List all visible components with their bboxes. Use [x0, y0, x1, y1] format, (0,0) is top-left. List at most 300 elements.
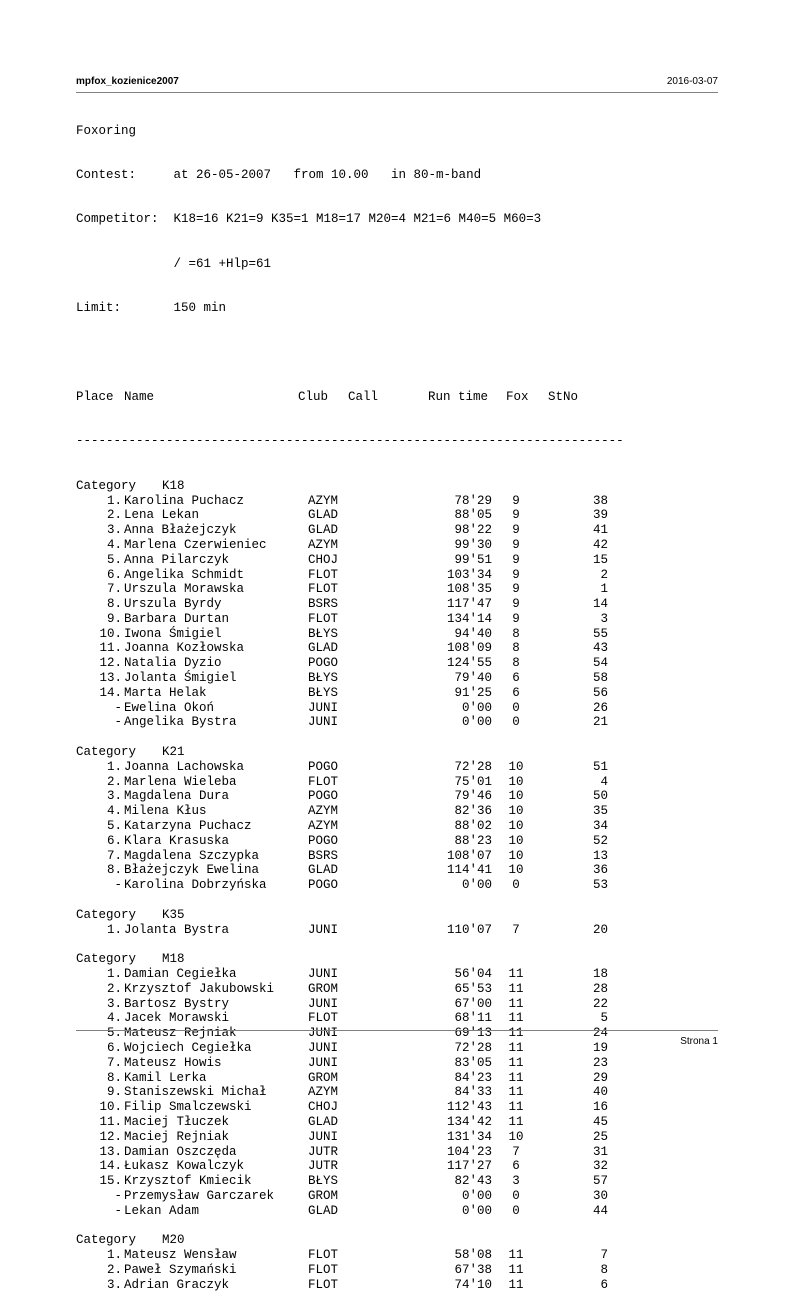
- category-code: K18: [162, 478, 185, 493]
- run-time: 117'47: [446, 597, 492, 612]
- run-time: 91'25: [454, 685, 492, 700]
- club-code: GLAD: [308, 508, 339, 523]
- run-time: 0'00: [461, 700, 492, 715]
- result-place: 11.: [99, 1114, 122, 1129]
- club-code: FLOT: [308, 567, 339, 582]
- col-name: Name: [124, 389, 155, 404]
- run-time: 67'00: [454, 996, 492, 1011]
- competitor-name: Mateusz Wensław: [124, 1248, 237, 1263]
- run-time: 108'07: [446, 848, 492, 863]
- header-rule: [76, 92, 718, 93]
- start-number: 52: [592, 833, 608, 848]
- result-place: 13.: [99, 671, 122, 686]
- start-number: 28: [592, 981, 608, 996]
- start-number: 21: [592, 715, 608, 730]
- result-row: [76, 775, 718, 790]
- run-time: 134'14: [446, 611, 492, 626]
- fox-count: 9: [512, 597, 520, 612]
- result-place: 2.: [106, 1262, 122, 1277]
- club-code: POGO: [308, 878, 339, 893]
- result-row: [76, 686, 718, 701]
- category-code: K35: [162, 907, 185, 922]
- club-code: POGO: [308, 759, 339, 774]
- club-code: JUNI: [308, 967, 339, 982]
- run-time: 104'23: [446, 1144, 492, 1159]
- result-place: 3.: [106, 1277, 122, 1292]
- start-number: 50: [592, 789, 608, 804]
- result-place: -: [114, 700, 122, 715]
- col-fox: Fox: [506, 389, 529, 404]
- results-document: [76, 94, 718, 1307]
- competitor-name: Karolina Dobrzyńska: [124, 878, 267, 893]
- result-place: 3.: [106, 996, 122, 1011]
- result-row: [76, 582, 718, 597]
- run-time: 83'05: [454, 1055, 492, 1070]
- competitor-name: Anna Pilarczyk: [124, 552, 230, 567]
- start-number: 7: [600, 1248, 608, 1263]
- club-code: FLOT: [308, 1262, 339, 1277]
- start-number: 54: [592, 656, 608, 671]
- club-code: FLOT: [308, 774, 339, 789]
- result-place: 5.: [106, 552, 122, 567]
- result-row: [76, 641, 718, 656]
- result-row: [76, 538, 718, 553]
- intro-title: Foxoring: [76, 123, 137, 138]
- start-number: 34: [592, 819, 608, 834]
- result-row: [76, 849, 718, 864]
- result-row: [76, 819, 718, 834]
- start-number: 6: [600, 1277, 608, 1292]
- competitor-name: Jacek Morawski: [124, 1011, 230, 1026]
- result-place: 13.: [99, 1144, 122, 1159]
- competitor-name: Barbara Durtan: [124, 611, 230, 626]
- fox-count: 8: [512, 626, 520, 641]
- start-number: 57: [592, 1174, 608, 1189]
- fox-count: 9: [512, 582, 520, 597]
- fox-count: 0: [512, 700, 520, 715]
- start-number: 23: [592, 1055, 608, 1070]
- start-number: 16: [592, 1100, 608, 1115]
- run-time: 98'22: [454, 523, 492, 538]
- competitor-name: Jolanta Bystra: [124, 922, 230, 937]
- fox-count: 7: [512, 1144, 520, 1159]
- fox-count: 0: [512, 1203, 520, 1218]
- result-row: [76, 1071, 718, 1086]
- result-row: [76, 656, 718, 671]
- run-time: 58'08: [454, 1248, 492, 1263]
- start-number: 5: [600, 1011, 608, 1026]
- start-number: 45: [592, 1114, 608, 1129]
- fox-count: 9: [512, 611, 520, 626]
- fox-count: 11: [508, 1085, 524, 1100]
- fox-count: 9: [512, 493, 520, 508]
- start-number: 15: [592, 552, 608, 567]
- club-code: BSRS: [308, 848, 339, 863]
- result-place: 12.: [99, 656, 122, 671]
- competitor-name: Lena Lekan: [124, 508, 200, 523]
- competitor-name: Paweł Szymański: [124, 1262, 237, 1277]
- run-time: 82'36: [454, 804, 492, 819]
- category-heading: Category M18: [76, 952, 185, 967]
- result-row: [76, 760, 718, 775]
- start-number: 24: [592, 1026, 608, 1041]
- competitor-name: Maciej Rejniak: [124, 1129, 230, 1144]
- club-code: AZYM: [308, 804, 339, 819]
- start-number: 13: [592, 848, 608, 863]
- result-row: [76, 701, 718, 716]
- result-row: [76, 1011, 718, 1026]
- fox-count: 11: [508, 1248, 524, 1263]
- start-number: 1: [600, 582, 608, 597]
- fox-count: 11: [508, 1055, 524, 1070]
- fox-count: 11: [508, 1262, 524, 1277]
- result-row: [76, 568, 718, 583]
- competitor-name: Klara Krasuska: [124, 833, 230, 848]
- run-time: 56'04: [454, 967, 492, 982]
- club-code: AZYM: [308, 819, 339, 834]
- start-number: 58: [592, 671, 608, 686]
- start-number: 39: [592, 508, 608, 523]
- start-number: 4: [600, 774, 608, 789]
- result-place: 1.: [106, 1248, 122, 1263]
- club-code: FLOT: [308, 1277, 339, 1292]
- fox-count: 8: [512, 641, 520, 656]
- start-number: 14: [592, 597, 608, 612]
- competitor-name: Anna Błażejczyk: [124, 523, 237, 538]
- club-code: JUTR: [308, 1144, 339, 1159]
- club-code: FLOT: [308, 582, 339, 597]
- start-number: 44: [592, 1203, 608, 1218]
- fox-count: 11: [508, 1026, 524, 1041]
- start-number: 3: [600, 611, 608, 626]
- competitor-name: Bartosz Bystry: [124, 996, 230, 1011]
- competitor-name: Iwona Śmigiel: [124, 626, 222, 641]
- page-header: [76, 76, 718, 90]
- club-code: JUNI: [308, 715, 339, 730]
- run-time: 131'34: [446, 1129, 492, 1144]
- result-row: [76, 508, 718, 523]
- club-code: JUNI: [308, 1129, 339, 1144]
- club-code: JUNI: [308, 1026, 339, 1041]
- fox-count: 10: [508, 789, 524, 804]
- print-date: 2016-03-07: [666, 76, 718, 87]
- fox-count: 11: [508, 967, 524, 982]
- competitor-name: Urszula Morawska: [124, 582, 245, 597]
- fox-count: 11: [508, 1011, 524, 1026]
- result-row: [76, 1115, 718, 1130]
- fox-count: 10: [508, 848, 524, 863]
- fox-count: 11: [508, 1100, 524, 1115]
- competitor-name: Maciej Tłuczek: [124, 1114, 230, 1129]
- result-place: 2.: [106, 774, 122, 789]
- intro-competitors-total: / =61 +Hlp=61: [76, 256, 272, 271]
- competitor-name: Milena Kłus: [124, 804, 207, 819]
- result-place: 7.: [106, 848, 122, 863]
- club-code: GLAD: [308, 641, 339, 656]
- club-code: JUTR: [308, 1159, 339, 1174]
- results-list: [76, 479, 718, 1293]
- club-code: BSRS: [308, 597, 339, 612]
- result-place: 1.: [106, 493, 122, 508]
- run-time: 68'11: [454, 1011, 492, 1026]
- result-row: [76, 627, 718, 642]
- club-code: FLOT: [308, 1248, 339, 1263]
- club-code: AZYM: [308, 1085, 339, 1100]
- club-code: POGO: [308, 656, 339, 671]
- fox-count: 10: [508, 804, 524, 819]
- fox-count: 7: [512, 922, 520, 937]
- fox-count: 10: [508, 819, 524, 834]
- competitor-name: Marta Helak: [124, 685, 207, 700]
- fox-count: 6: [512, 1159, 520, 1174]
- start-number: 55: [592, 626, 608, 641]
- fox-count: 11: [508, 1114, 524, 1129]
- fox-count: 11: [508, 1277, 524, 1292]
- start-number: 29: [592, 1070, 608, 1085]
- competitor-name: Lekan Adam: [124, 1203, 200, 1218]
- start-number: 32: [592, 1159, 608, 1174]
- category-heading: Category K18: [76, 478, 185, 493]
- category-heading: Category K35: [76, 907, 185, 922]
- run-time: 108'35: [446, 582, 492, 597]
- result-row: [76, 804, 718, 819]
- result-row: [76, 1056, 718, 1071]
- fox-count: 9: [512, 537, 520, 552]
- fox-count: 9: [512, 508, 520, 523]
- club-code: GLAD: [308, 863, 339, 878]
- header-separator: -------------------------------------------------------------------------: [76, 434, 624, 449]
- club-code: CHOJ: [308, 1100, 339, 1115]
- result-row: [76, 612, 718, 627]
- competitor-name: Ewelina Okoń: [124, 700, 215, 715]
- competitor-name: Karolina Puchacz: [124, 493, 245, 508]
- result-row: [76, 715, 718, 730]
- competitor-name: Przemysław Garczarek: [124, 1188, 275, 1203]
- fox-count: 10: [508, 774, 524, 789]
- category-code: K21: [162, 745, 185, 760]
- fox-count: 0: [512, 715, 520, 730]
- col-place: Place: [76, 389, 114, 404]
- start-number: 18: [592, 967, 608, 982]
- fox-count: 6: [512, 685, 520, 700]
- result-place: 5.: [106, 1026, 122, 1041]
- start-number: 43: [592, 641, 608, 656]
- run-time: 84'33: [454, 1085, 492, 1100]
- start-number: 22: [592, 996, 608, 1011]
- result-place: 8.: [106, 597, 122, 612]
- competitor-name: Natalia Dyzio: [124, 656, 222, 671]
- result-place: 4.: [106, 804, 122, 819]
- result-row: [76, 1085, 718, 1100]
- run-time: 99'30: [454, 537, 492, 552]
- result-place: 7.: [106, 582, 122, 597]
- run-time: 0'00: [461, 878, 492, 893]
- fox-count: 11: [508, 1070, 524, 1085]
- result-row: [76, 863, 718, 878]
- start-number: 19: [592, 1041, 608, 1055]
- result-place: 15.: [99, 1174, 122, 1189]
- run-time: 88'02: [454, 819, 492, 834]
- result-row: [76, 878, 718, 893]
- start-number: 38: [592, 493, 608, 508]
- run-time: 0'00: [461, 1203, 492, 1218]
- fox-count: 10: [508, 833, 524, 848]
- club-code: BŁYS: [308, 671, 339, 686]
- club-code: FLOT: [308, 1011, 339, 1026]
- competitor-name: Jolanta Śmigiel: [124, 671, 237, 686]
- result-place: 4.: [106, 537, 122, 552]
- result-place: 10.: [99, 626, 122, 641]
- start-number: 30: [592, 1188, 608, 1203]
- result-place: 1.: [106, 967, 122, 982]
- fox-count: 3: [512, 1174, 520, 1189]
- fox-count: 9: [512, 567, 520, 582]
- result-row: [76, 597, 718, 612]
- club-code: BŁYS: [308, 626, 339, 641]
- result-place: 3.: [106, 523, 122, 538]
- result-row: [76, 982, 718, 997]
- result-row: [76, 1174, 718, 1189]
- club-code: CHOJ: [308, 552, 339, 567]
- result-place: -: [114, 715, 122, 730]
- competitor-name: Magdalena Szczypka: [124, 848, 260, 863]
- fox-count: 9: [512, 523, 520, 538]
- category-code: M18: [162, 952, 185, 967]
- competitor-name: Wojciech Cegiełka: [124, 1041, 252, 1055]
- fox-count: 0: [512, 1188, 520, 1203]
- col-call: Call: [348, 389, 379, 404]
- result-place: 2.: [106, 981, 122, 996]
- club-code: AZYM: [308, 493, 339, 508]
- run-time: 99'51: [454, 552, 492, 567]
- run-time: 67'38: [454, 1262, 492, 1277]
- start-number: 2: [600, 567, 608, 582]
- competitor-name: Angelika Bystra: [124, 715, 237, 730]
- result-row: [76, 1100, 718, 1115]
- run-time: 0'00: [461, 1188, 492, 1203]
- club-code: FLOT: [308, 611, 339, 626]
- result-row: [76, 923, 718, 938]
- competitor-name: Joanna Lachowska: [124, 759, 245, 774]
- column-headers: [76, 390, 718, 405]
- start-number: 41: [592, 523, 608, 538]
- start-number: 35: [592, 804, 608, 819]
- document-filename: mpfox_kozienice2007: [76, 76, 179, 87]
- result-row: [76, 789, 718, 804]
- col-runtime: Run time: [428, 389, 489, 404]
- run-time: 84'23: [454, 1070, 492, 1085]
- competitor-name: Krzysztof Jakubowski: [124, 981, 275, 996]
- result-place: 6.: [106, 1041, 122, 1055]
- run-time: 65'53: [454, 981, 492, 996]
- result-place: 4.: [106, 1011, 122, 1026]
- result-row: [76, 553, 718, 568]
- result-place: -: [114, 878, 122, 893]
- competitor-name: Błażejczyk Ewelina: [124, 863, 260, 878]
- start-number: 51: [592, 759, 608, 774]
- intro-limit: Limit: 150 min: [76, 301, 227, 316]
- run-time: 78'29: [454, 493, 492, 508]
- start-number: 40: [592, 1085, 608, 1100]
- competitor-name: Łukasz Kowalczyk: [124, 1159, 245, 1174]
- result-place: 5.: [106, 819, 122, 834]
- result-place: 3.: [106, 789, 122, 804]
- result-place: 6.: [106, 567, 122, 582]
- result-row: [76, 967, 718, 982]
- result-place: 14.: [99, 1159, 122, 1174]
- start-number: 53: [592, 878, 608, 893]
- result-place: 11.: [99, 641, 122, 656]
- start-number: 42: [592, 537, 608, 552]
- run-time: 112'43: [446, 1100, 492, 1115]
- competitor-name: Marlena Wieleba: [124, 774, 237, 789]
- result-place: 10.: [99, 1100, 122, 1115]
- fox-count: 11: [508, 1041, 524, 1055]
- competitor-name: Magdalena Dura: [124, 789, 230, 804]
- fox-count: 11: [508, 996, 524, 1011]
- fox-count: 9: [512, 552, 520, 567]
- competitor-name: Angelika Schmidt: [124, 567, 245, 582]
- fox-count: 6: [512, 671, 520, 686]
- result-place: 7.: [106, 1055, 122, 1070]
- competitor-name: Mateusz Howis: [124, 1055, 222, 1070]
- result-row: [76, 1189, 718, 1204]
- start-number: 56: [592, 685, 608, 700]
- competitor-name: Damian Oszczęda: [124, 1144, 237, 1159]
- run-time: 0'00: [461, 715, 492, 730]
- footer-rule: [76, 1030, 718, 1031]
- run-time: 88'23: [454, 833, 492, 848]
- result-place: 1.: [106, 759, 122, 774]
- intro-contest: Contest: at 26-05-2007 from 10.00 in 80-m-band: [76, 167, 482, 182]
- club-code: GLAD: [308, 1203, 339, 1218]
- result-row: [76, 523, 718, 538]
- category-heading: Category K21: [76, 745, 185, 760]
- club-code: POGO: [308, 833, 339, 848]
- run-time: 134'42: [446, 1114, 492, 1129]
- competitor-name: Damian Cegiełka: [124, 967, 237, 982]
- competitor-name: Joanna Kozłowska: [124, 641, 245, 656]
- page-number: Strona 1: [680, 1036, 718, 1047]
- result-place: -: [114, 1188, 122, 1203]
- fox-count: 10: [508, 759, 524, 774]
- club-code: BŁYS: [308, 685, 339, 700]
- run-time: 69'13: [454, 1026, 492, 1041]
- result-row: [76, 1278, 718, 1293]
- result-place: 8.: [106, 863, 122, 878]
- club-code: JUNI: [308, 922, 339, 937]
- competitor-name: Marlena Czerwieniec: [124, 537, 267, 552]
- run-time: 75'01: [454, 774, 492, 789]
- run-time: 117'27: [446, 1159, 492, 1174]
- club-code: BŁYS: [308, 1174, 339, 1189]
- run-time: 72'28: [454, 1041, 492, 1055]
- result-place: 6.: [106, 833, 122, 848]
- result-row: [76, 1159, 718, 1174]
- start-number: 36: [592, 863, 608, 878]
- col-club: Club: [298, 389, 329, 404]
- club-code: GLAD: [308, 1114, 339, 1129]
- run-time: 114'41: [446, 863, 492, 878]
- start-number: 26: [592, 700, 608, 715]
- club-code: JUNI: [308, 700, 339, 715]
- run-time: 72'28: [454, 759, 492, 774]
- competitor-name: Filip Smalczewski: [124, 1100, 252, 1115]
- competitor-name: Urszula Byrdy: [124, 597, 222, 612]
- result-place: 9.: [106, 1085, 122, 1100]
- result-place: 1.: [106, 922, 122, 937]
- competitor-name: Krzysztof Kmiecik: [124, 1174, 252, 1189]
